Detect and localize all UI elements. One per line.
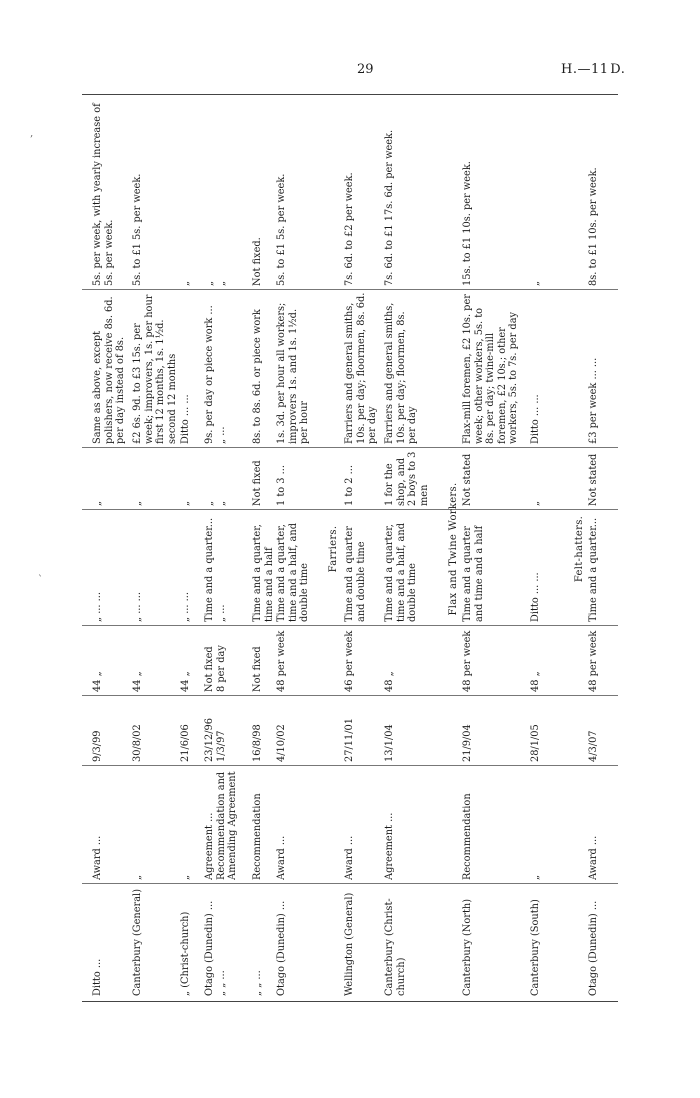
proportion-cell: „ (180, 500, 191, 506)
instrument-cell: Award ... (276, 835, 287, 880)
learners-cell: 15s. to £1 10s. per week. (462, 161, 473, 286)
instrument-cell: Award ... (588, 835, 599, 880)
learners-cell: 5s. to £1 5s. per week. (276, 173, 287, 286)
hours-cell: Not fixed 8 per day (204, 645, 227, 692)
date-cell: 28/1/05 (530, 724, 541, 762)
column-rule (82, 289, 618, 290)
instrument-cell: Recommendation (252, 793, 263, 880)
column-rule (82, 625, 618, 626)
instrument-cell: Award ... (344, 835, 355, 880)
column-rule (82, 509, 618, 510)
instrument-cell: „ (132, 874, 143, 880)
date-cell: 27/11/01 (344, 718, 355, 762)
section-heading-farriers: Farriers. (328, 525, 339, 573)
overtime-cell: Ditto ... ... (530, 572, 541, 622)
hours-cell: 48 per week (462, 630, 473, 692)
proportion-cell: „ (92, 500, 103, 506)
learners-cell: Not fixed. (252, 237, 263, 286)
instrument-cell: Agreement ... Recommendation and Amending Agreement (204, 771, 238, 880)
overtime-cell: „ ... ... (180, 592, 191, 622)
district-cell: „ (Christ-church) (180, 911, 191, 996)
district-cell: Ditto ... (92, 958, 103, 996)
district-cell: Otago (Dunedin) ... (276, 900, 287, 996)
district-cell: „ „ ... (252, 970, 263, 996)
date-cell: 9/3/99 (92, 730, 103, 762)
date-cell: 13/1/04 (384, 724, 395, 762)
overtime-cell: „ ... ... (132, 592, 143, 622)
hours-cell: 48 „ (384, 671, 395, 692)
district-cell: Canterbury (North) (462, 898, 473, 996)
date-cell: 16/8/98 (252, 724, 263, 762)
district-cell: Otago (Dunedin) ... „ „ ... (204, 900, 227, 996)
minimum-wage-cell: 1s. 3d. per hour all workers; improvers 1s. and 1s. 1½d. per hour (276, 302, 310, 444)
hours-cell: 48 „ (530, 671, 541, 692)
overtime-cell: Time and a quarter... „ ... (204, 517, 227, 622)
minimum-wage-cell: Farriers and general smiths, 10s. per day; floormen, 8s. 6d. per day (344, 292, 378, 444)
overtime-cell: „ ... ... (92, 592, 103, 622)
proportion-cell: „ „ (204, 500, 227, 506)
overtime-cell: Time and a quarter, time and a half, and double time (384, 523, 418, 622)
instrument-cell: „ (180, 874, 191, 880)
minimum-wage-cell: Ditto ... ... (530, 394, 541, 444)
instrument-cell: Agreement ... (384, 812, 395, 880)
document-code: H.—11 D. (561, 62, 626, 77)
page-number: 29 (357, 62, 374, 77)
page-mark: ‚ (30, 128, 34, 139)
hours-cell: 48 per week (588, 630, 599, 692)
proportion-cell: 1 for the shop, and 2 boys to 3 men (384, 451, 430, 506)
minimum-wage-cell: 8s. to 8s. 6d. or piece work (252, 309, 263, 444)
overtime-cell: Time and a quarter... (588, 517, 599, 622)
section-heading-felt-hatters: Felt-hatters. (574, 515, 585, 583)
district-cell: Canterbury (Christ-church) (384, 898, 407, 996)
proportion-cell: Not stated (588, 453, 599, 506)
date-cell: 21/9/04 (462, 724, 473, 762)
overtime-cell: Time and a quarter, time and a half, and double time (276, 523, 310, 622)
district-cell: Otago (Dunedin) ... (588, 900, 599, 996)
instrument-cell: Recommendation (462, 793, 473, 880)
overtime-cell: Time and a quarter, time and a half (252, 524, 275, 622)
instrument-cell: „ (530, 874, 541, 880)
minimum-wage-cell: Same as above, except polishers, now receive 8s. 6d. per day instead of 8s. (92, 296, 126, 444)
section-heading-flax-twine: Flax and Twine Workers. (448, 482, 459, 616)
district-cell: Canterbury (General) (132, 888, 143, 996)
column-rule (82, 447, 618, 448)
learners-cell: 8s. to £1 10s. per week. (588, 167, 599, 286)
page-mark: ` (38, 575, 43, 586)
learners-cell: 7s. 6d. to £2 per week. (344, 172, 355, 286)
date-cell: 21/6/06 (180, 724, 191, 762)
district-cell: Wellington (General) (344, 892, 355, 996)
minimum-wage-cell: Ditto ... ... (180, 394, 191, 444)
hours-cell: 46 per week (344, 630, 355, 692)
minimum-wage-cell: £2 6s. 9d. to £3 15s. per week; improvers, 1s. per hour first 12 months, 1s. 1½d. second 12 months (132, 294, 178, 444)
proportion-cell: „ (530, 500, 541, 506)
column-rule (82, 695, 618, 696)
hours-cell: 44 „ (92, 671, 103, 692)
learners-cell: 5s. per week, with yearly increase of 5s. per week. (92, 103, 115, 286)
hours-cell: 44 „ (180, 671, 191, 692)
minimum-wage-cell: 9s. per day or piece work ... „ ... (204, 305, 227, 444)
minimum-wage-cell: Flax-mill foremen, £2 10s. per week; other workers, 5s. to 8s. per day; twine-mill foremen, £2 10s.; other workers, 5s. to 7s. per day (462, 294, 519, 444)
learners-cell: 7s. 6d. to £1 17s. 6d. per week. (384, 129, 395, 286)
overtime-cell: Time and a quarter and time and a half (462, 525, 485, 622)
learners-cell: „ (180, 280, 191, 286)
date-cell: 23/12/96 1/3/97 (204, 718, 227, 762)
proportion-cell: Not fixed (252, 460, 263, 506)
date-cell: 30/8/02 (132, 724, 143, 762)
learners-cell: „ (530, 280, 541, 286)
district-cell: Canterbury (South) (530, 899, 541, 996)
learners-cell: „ „ (204, 280, 227, 286)
proportion-cell: „ (132, 500, 143, 506)
column-rule (82, 883, 618, 884)
hours-cell: 44 „ (132, 671, 143, 692)
minimum-wage-cell: Farriers and general smiths, 10s. per day; floormen, 8s. per day (384, 302, 418, 444)
hours-cell: Not fixed (252, 646, 263, 692)
minimum-wage-cell: £3 per week ... ... (588, 357, 599, 444)
instrument-cell: Award ... (92, 835, 103, 880)
learners-cell: 5s. to £1 5s. per week. (132, 173, 143, 286)
proportion-cell: 1 to 3 ... (276, 465, 287, 506)
column-rule (82, 765, 618, 766)
date-cell: 4/3/07 (588, 730, 599, 762)
date-cell: 4/10/02 (276, 724, 287, 762)
proportion-cell: 1 to 2 ... (344, 465, 355, 506)
proportion-cell: Not stated (462, 453, 473, 506)
overtime-cell: Time and a quarter and double time (344, 526, 367, 622)
hours-cell: 48 per week (276, 630, 287, 692)
rotated-table (82, 96, 620, 1002)
